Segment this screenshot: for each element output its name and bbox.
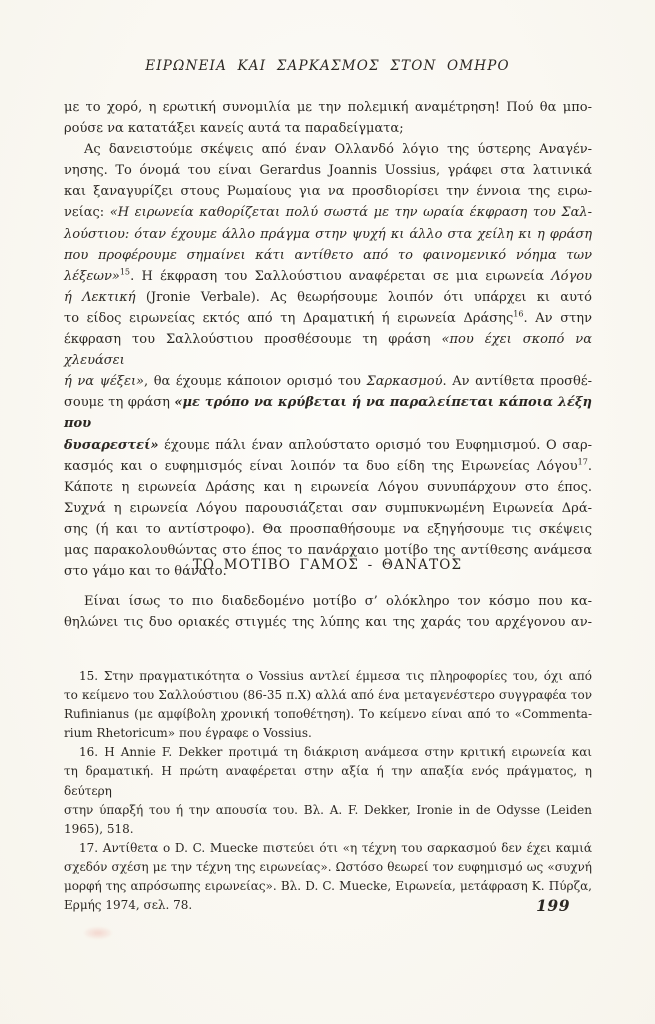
ink-smudge-mark (84, 927, 112, 939)
text-line: σουμε τη φράση «με τρόπο να κρύβεται ή να παραλείπεται κάποια λέξη που (64, 395, 592, 432)
text-line: λούστιου: όταν έχουμε άλλο πράγμα στην ψυχή κι άλλο στα χείλη κι η φράση (64, 226, 592, 242)
text-line: το είδος ειρωνείας εκτός από τη Δραματική ή ειρωνεία Δράσης$^{16}$. Αν στην (64, 309, 592, 326)
text-line: Rufinianus (με αμφίβολη χρονική τοποθέτηση). Το κείμενο είναι από το «Commenta- (64, 707, 592, 722)
text-line: μας παρακολουθώντας στο έπος το πανάρχαιο μοτίβο της αντίθεσης ανάμεσα (64, 542, 592, 558)
text-line: κασμός και ο ευφημισμός είναι λοιπόν τα δυο είδη της Ειρωνείας Λόγου$^{17}$. (64, 457, 592, 474)
text-line: 17. Αντίθετα ο D. C. Muecke πιστεύει ότι «η τέχνη του σαρκασμού δεν έχει καμιά (79, 840, 592, 855)
text-line: 16. Η Annie F. Dekker προτιμά τη διάκριση ανάμεσα στην κριτική ειρωνεία και (79, 745, 592, 760)
text-line: το κείμενο του Σαλλούστιου (86-35 π.Χ) αλλά από ένα μεταγενέστερο συγγραφέα τον (64, 688, 592, 703)
text-line: Είναι ίσως το πιο διαδεδομένο μοτίβο σ’ ολόκληρο τον κόσμο που κα- (84, 594, 592, 609)
page-number: 199 (536, 896, 570, 915)
text-line: νησης. Το όνομά του είναι Gerardus Joannis Uossius, γράφει στα λατινικά (64, 163, 592, 179)
motif-intro-paragraph (64, 591, 592, 633)
running-head: ΕΙΡΩΝΕΙΑ ΚΑΙ ΣΑΡΚΑΣΜΟΣ ΣΤΟΝ ΟΜΗΡΟ (145, 58, 510, 74)
section-heading: ΤΟ ΜΟΤΙΒΟ ΓΑΜΟΣ - ΘΑΝΑΤΟΣ (192, 557, 463, 573)
text-line: που προφέρουμε σημαίνει κάτι αντίθετο από το φαινομενικό νόημα των (64, 247, 592, 263)
text-line: δυσαρεστεί» έχουμε πάλι έναν απλούστατο ορισμό του Ευφημισμού. Ο σαρ- (64, 437, 592, 453)
text-line: Ας δανειστούμε σκέψεις από έναν Ολλανδό λόγιο της ύστερης Αναγέν- (84, 142, 592, 158)
text-line: μορφή της απρόσωπης ειρωνείας». Βλ. D. C. Muecke, Ειρωνεία, μετάφραση Κ. Πύρζα, (64, 879, 592, 894)
text-line: Συχνά η ειρωνεία Λόγου παρουσιάζεται σαν συμπυκνωμένη Ειρωνεία Δρά- (64, 500, 592, 516)
text-line: 15. Στην πραγματικότητα ο Vossius αντλεί έμμεσα τις πληροφορίες του, όχι από (79, 669, 592, 683)
text-line: και ξαναγυρίζει στους Ρωμαίους για να προσδιορίσει την έννοια της ειρω- (64, 184, 592, 200)
text-line: σχεδόν σχέση με την τέχνη της ειρωνείας». Ωστόσο θεωρεί τον ευφημισμό ως «συχνή (64, 859, 592, 874)
text-line: rium Rhetoricum» που έγραφε ο Vossius. (64, 726, 312, 741)
text-line: νείας: «Η ειρωνεία καθορίζεται πολύ σωστά με την ωραία έκφραση του Σαλ- (64, 205, 592, 221)
main-body-text (64, 97, 592, 582)
text-line: σης (ή και το αντίστροφο). Θα προσπαθήσουμε να εξηγήσουμε τις σκέψεις (64, 521, 592, 537)
text-line: στο γάμο και το θάνατο. (64, 564, 227, 580)
text-line: τη δραματική. Η πρώτη αναφέρεται στην αξία ή την απαξία ενός πράγματος, η δεύτερη (64, 764, 592, 798)
text-line: στην ύπαρξή του ή την απουσία του. Βλ. A. F. Dekker, Ironie in de Odysse (Leiden (64, 802, 592, 817)
text-line: με το χορό, η ερωτική συνομιλία με την πολεμική αναμέτρηση! Πού θα μπο- (64, 100, 592, 115)
text-line: Κάποτε η ειρωνεία Δράσης και η ειρωνεία Λόγου συνυπάρχουν στο έπος. (64, 479, 592, 495)
text-line: ή να ψέξει», θα έχουμε κάποιον ορισμό του Σαρκασμού. Αν αντίθετα προσθέ- (64, 374, 593, 390)
text-line: θηλώνει τις δυο οριακές στιγμές της λύπης και της χαράς του αρχέγονου αν- (64, 615, 592, 631)
footnotes-block (64, 667, 592, 915)
text-line: 1965), 518. (64, 821, 134, 836)
text-line: ή Λεκτική (Jronie Verbale). Ας θεωρήσουμε λοιπόν ότι υπάρχει κι αυτό (64, 289, 592, 305)
text-line: ρούσε να κατατάξει κανείς αυτά τα παραδείγματα; (64, 121, 404, 137)
text-line: Ερμής 1974, σελ. 78. (64, 898, 193, 913)
text-line: λέξεων»$^{15}$. Η έκφραση του Σαλλούστιου αναφέρεται σε μια ειρωνεία Λόγου (64, 267, 592, 284)
text-line: έκφραση του Σαλλούστιου προσθέσουμε τη φράση «που έχει σκοπό να χλευάσει (64, 332, 592, 369)
